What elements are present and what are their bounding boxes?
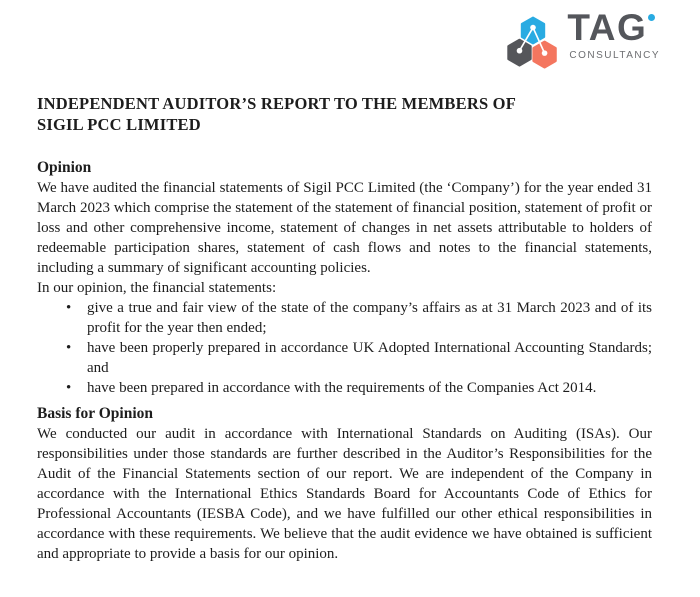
section-heading-opinion: Opinion <box>37 159 92 176</box>
opinion-list-intro: In our opinion, the financial statements: <box>37 280 277 296</box>
bullet-item: • give a true and fair view of the state of the company’s affairs as at 31 March 2023 and of its profit for the year then ended; <box>37 298 652 338</box>
tag-logo-text <box>567 7 660 61</box>
brand-subtitle: CONSULTANCY <box>569 50 660 61</box>
bullet-item: • have been prepared in accordance with the requirements of the Companies Act 2014. <box>37 378 652 398</box>
report-title-line1: INDEPENDENT AUDITOR’S REPORT TO THE MEMBERS OF <box>37 94 516 113</box>
report-title-line2: SIGIL PCC LIMITED <box>37 115 201 134</box>
paragraph-basis: We conducted our audit in accordance with International Standards on Auditing (ISAs). Our responsibilities under those standards are further described in the Auditor’s Responsibilities for the Audit of the Financial Statements section of our report. We are independent of the Company in accordance with the International Ethics Standards Board for Accountants Code of Ethics for Professional Accountants (IESBA Code), and we have fulfilled our other ethical responsibilities in accordance with these requirements. We believe that the audit evidence we have obtained is sufficient and appropriate to provide a basis for our opinion. <box>37 426 652 562</box>
section-heading-basis: Basis for Opinion <box>37 405 154 422</box>
bullet-item: • have been properly prepared in accordance UK Adopted International Accounting Standards; and <box>37 338 652 378</box>
opinion-bullet-list <box>37 298 652 398</box>
tag-consultancy-logo <box>506 7 660 70</box>
brand-dot-icon <box>648 14 655 21</box>
tag-logo-hexagons-icon <box>506 13 560 70</box>
brand-name: TAG <box>567 7 648 48</box>
paragraph-opinion: We have audited the financial statements of Sigil PCC Limited (the ‘Company’) for the year ended 31 March 2023 which comprise the statement of the statement of financial position, statement of profit or loss and other comprehensive income, statement of changes in net assets attributable to holders of redeemable participation shares, statement of cash flows and notes to the financial statements, including a summary of significant accounting policies. <box>37 180 652 276</box>
